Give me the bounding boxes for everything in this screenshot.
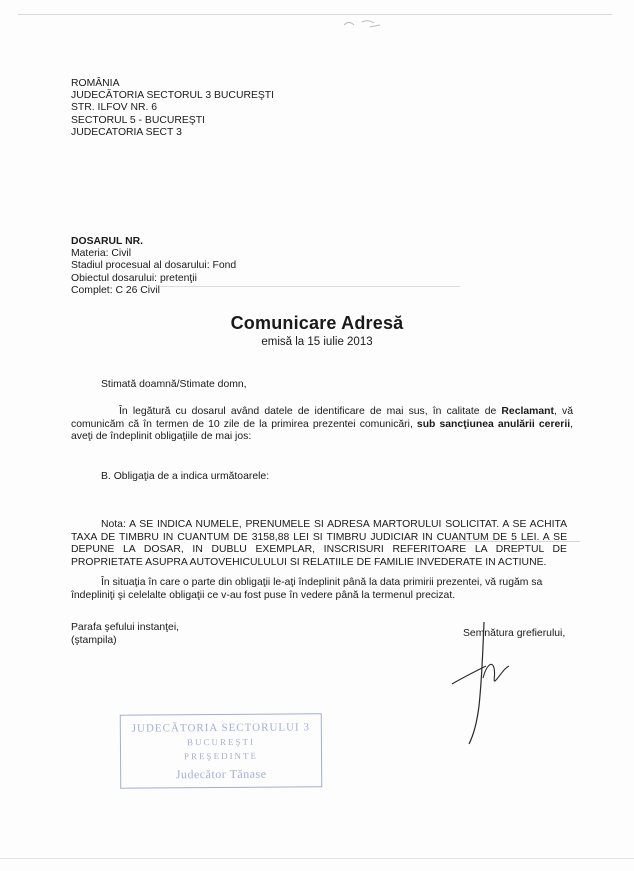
stamp-label: (ştampila) (71, 634, 117, 646)
note-paragraph (71, 519, 567, 569)
document-title: Comunicare Adresă (230, 313, 404, 333)
case-subject: Materia: Civil (71, 248, 132, 260)
greeting: Stimată doamnă/Stimate domn, (101, 379, 247, 390)
president-signature-block (71, 622, 179, 647)
scan-mark-icon (340, 16, 400, 32)
handwritten-signature (446, 618, 516, 748)
court-header (71, 78, 274, 139)
scan-bottom-line (0, 858, 634, 859)
stamp-court: JUDECĂTORIA SECTORULUI 3 (131, 721, 310, 735)
case-panel: Complet: C 26 Civil (71, 284, 160, 296)
case-object: Obiectul dosarului: pretenţii (71, 272, 197, 284)
header-street: STR. ILFOV NR. 6 (71, 102, 158, 114)
document-date: emisă la 15 iulie 2013 (261, 336, 373, 348)
closing-text: În situaţia în care o parte din obligaţii le-aţi îndeplinit până la data primirii prezentei, vă rugăm sa îndepliniţi şi celelalte obligaţii ce v-au fost puse în vedere până la termenul precizat. (71, 577, 543, 601)
stamp-judge: Judecător Tănase (175, 766, 267, 782)
clerk-signature-label: Semnătura grefierului, (463, 628, 566, 639)
stamp-role: PREŞEDINTE (184, 750, 259, 762)
paragraph-obligations (71, 406, 573, 444)
para1-text-b: , vă comunicăm că în termen de 10 zile de la primirea prezentei comunicări, (71, 406, 573, 430)
para1-text-c: , aveţi de îndeplinit obligaţiile de mai jos: (71, 418, 573, 443)
header-sector: SECTORUL 5 - BUCUREŞTI (71, 114, 205, 126)
closing-paragraph (71, 577, 573, 602)
stamp-city: BUCUREŞTI (186, 736, 255, 748)
scan-border-line (18, 14, 612, 15)
case-number-label: DOSARUL NR. (71, 236, 143, 247)
header-court-short: JUDECATORIA SECT 3 (71, 126, 182, 138)
note-text: Nota: A SE INDICA NUMELE, PRENUMELE SI ADRESA MARTORULUI SOLICITAT. A SE ACHITA TAXA DE TIMBRU IN CUANTUM DE 3158,88 LEI SI TIMBRU JUDICIAR IN CUANTUM DE 5 LEI. A SE DEPUNE LA DOSAR, IN DUBLU EXEMPLAR, INSCRISURI REFERITOARE LA DREPTUL DE PROPRIETATE ASUPRA AUTOVEHICULULUI SI RELATIILE DE FAMILIE INVEDERATE IN ACTIUNE. (71, 519, 567, 568)
case-info (71, 236, 236, 297)
case-stage: Stadiul procesual al dosarului: Fond (71, 260, 237, 272)
sanction-text: sub sancţiunea anulării cererii (416, 418, 571, 430)
court-stamp (120, 713, 323, 788)
plaintiff-role: Reclamant (501, 406, 554, 417)
header-court: JUDECĂTORIA SECTORUL 3 BUCUREŞTI (71, 90, 275, 102)
para1-text-a: În legătură cu dosarul având datele de identificare de mai sus, în calitate de (119, 406, 502, 417)
president-signature-label: Parafa şefului instanţei, (71, 622, 180, 633)
obligation-heading: B. Obligaţia de a indica următoarele: (101, 471, 270, 482)
header-country: ROMÂNIA (71, 78, 120, 89)
